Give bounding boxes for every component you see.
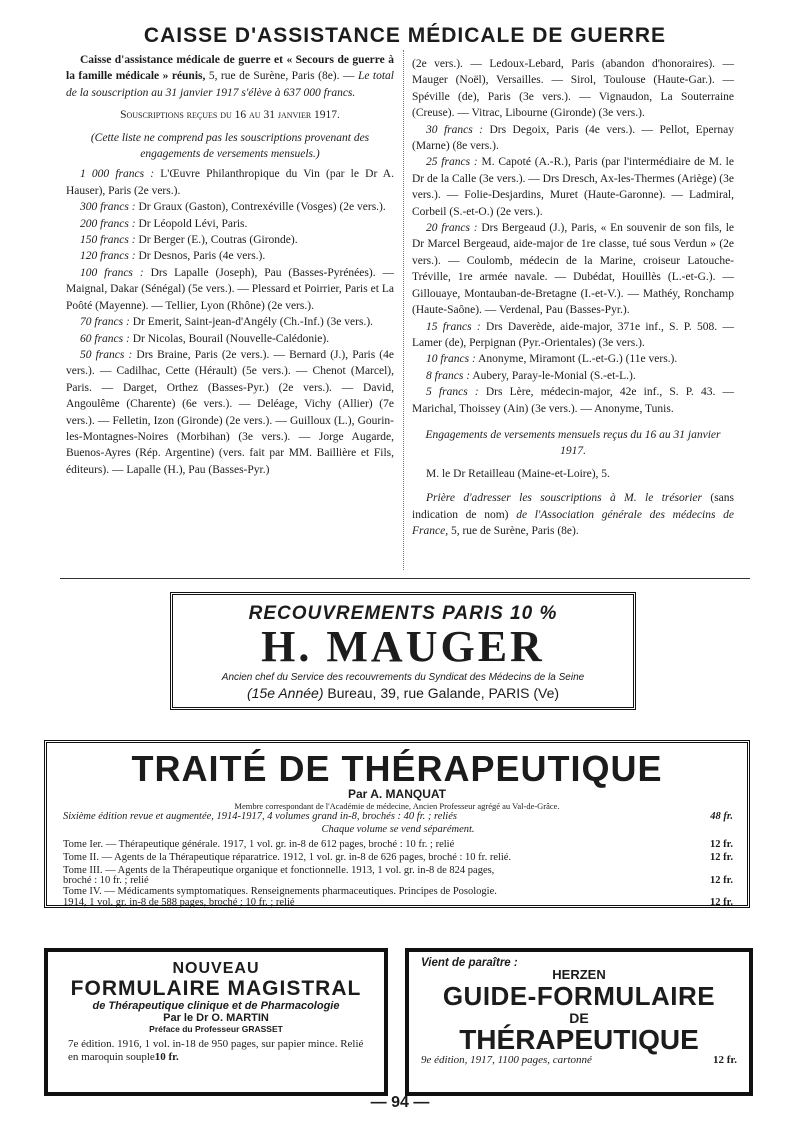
intro-paragraph: Caisse d'assistance médicale de guerre et « Secours de guerre à la famille médicale » réunis, 5, rue de Surène, Paris (8e). — Le total de la souscription au 31 janvier 1917 s'élève à 637 000 francs. [66,54,394,99]
right-column [412,56,734,539]
ad-traite-row: broché : 10 fr. ; relié 12 fr. [63,875,733,886]
ad-formulaire-author: Par le Dr O. MARTIN [163,1012,269,1024]
entry: 5 francs : Drs Lère, médecin-major, 42e inf., S. P. 43. — Marichal, Thoissey (Ain) (3e vers.). — Anonyme, Tunis. [412,386,734,415]
entry: 15 francs : Drs Daverède, aide-major, 371e inf., S. P. 508. — Lamer (de), Perpignan (Pyr.-Orientales) (3e vers.). [412,320,734,349]
ad-formulaire-edition: 7e édition. 1916, 1 vol. in-18 de 950 pages, sur papier mince. Relié en maroquin souple10 fr. [68,1038,364,1063]
left-column [66,52,394,478]
ad-traite-author: Par A. MANQUAT [347,787,446,801]
engagement-entry: M. le Dr Retailleau (Maine-et-Loire), 5. [426,467,610,480]
ad-guide-author: HERZEN [552,967,606,982]
entry: (2e vers.). — Ledoux-Lebard, Paris (abandon d'honoraires). — Mauger (Noël), Versailles. — Sirol, Toulouse (Haute-Gar.). — Spéville (de), Paris (3e vers.). — Vignaudon, La Souterraine (Creuse). — Vitrac, Libourne (Gironde) (3e vers.). [412,58,734,120]
page-number: — 94 — [370,1094,430,1111]
entry: 60 francs : Dr Nicolas, Bourail (Nouvelle-Calédonie). [80,332,330,345]
ad-mauger [170,592,636,710]
ad-formulaire-subtitle: de Thérapeutique clinique et de Pharmacologie [92,1000,340,1012]
ad-traite-role: Membre correspondant de l'Académie de médecine, Ancien Professeur agrégé au Val-de-Grâce. [234,801,560,811]
section-divider [60,578,750,579]
ad-traite-row: Sixième édition revue et augmentée, 1914-1917, 4 volumes grand in-8, brochés : 40 fr. ; reliés 48 fr. [63,811,733,822]
ad-mauger-name: H. MAUGER [261,622,545,671]
ad-traite-row: Tome III. — Agents de la Thérapeutique organique et fonctionnelle. 1913, 1 vol. gr. in-8 de 824 pages, [63,865,495,876]
entry: 10 francs : Anonyme, Miramont (L.-et-G.) (11e vers.). [426,353,678,366]
entry: 20 francs : Drs Bergeaud (J.), Paris, « En souvenir de son fils, le Dr Marcel Bergeaud, aide-major de 1re classe, tué sous Verdun » (2e vers.). — Coulomb, médecin de la Marine, croiseur Latouche-Tréville, 1re armée navale. — Dubédat, Houillès (L.-et-G.). — Gillouaye, Montauban-de-Bretagne (I.-et-V.). — Mathéy, Ronchamp (Haute-Saône). — Verdenal, Pau (Basses-Pyr.). [412,222,734,317]
ad-formulaire-preface: Préface du Professeur GRASSET [149,1024,283,1034]
note: (Cette liste ne comprend pas les souscriptions provenant des engagements de versements mensuels.) [90,131,370,161]
ad-traite-row: Tome IV. — Médicaments symptomatiques. Renseignements pharmaceutiques. Principes de Posologie. [63,886,497,897]
ad-guide-vient: Vient de paraître : [421,957,518,969]
ad-mauger-address: (15e Année) Bureau, 39, rue Galande, PARIS (Ve) [246,685,560,701]
ad-traite-row: 1914, 1 vol. gr. in-8 de 588 pages, broché ; 10 fr. ; relié 12 fr. [63,897,733,908]
priere-paragraph: Prière d'adresser les souscriptions à M. le trésorier (sans indication de nom) de l'Association générale des médecins de France, 5, rue de Surène, Paris (8e). [412,492,734,537]
entry: 70 francs : Dr Emerit, Saint-jean-d'Angély (Ch.-Inf.) (3e vers.). [80,316,374,329]
ad-traite-row: Tome II. — Agents de la Thérapeutique réparatrice. 1912, 1 vol. gr. in-8 de 626 pages, broché : 10 fr. relié. 12 fr. [63,852,733,863]
ad-guide-title: GUIDE-FORMULAIRE [442,981,716,1011]
ad-formulaire-title: FORMULAIRE MAGISTRAL [70,977,362,1000]
page-title: CAISSE D'ASSISTANCE MÉDICALE DE GUERRE [143,24,667,47]
subhead: Souscriptions reçues du 16 au 31 janvier 1917. [120,109,340,122]
ad-guide-edition: 9e édition, 1917, 1100 pages, cartonné 12 fr. [421,1054,737,1066]
ad-traite-row: Chaque volume se vend séparément. [321,824,475,835]
entry: 25 francs : M. Capoté (A.-R.), Paris (par l'intermédiaire de M. le Dr de la Calle (3e vers.). — Drs Dresch, Ax-les-Thermes (Ariège) (3e vers.). — Folie-Desjardins, Muret (Haute-Garonne). — Ladmiral, Corbeil (S.-et-O.) (2e vers.). [412,156,734,218]
entry: 300 francs : Dr Graux (Gaston), Contrexéville (Vosges) (2e vers.). [80,201,386,214]
entry: 30 francs : Drs Degoix, Paris (4e vers.). — Pellot, Epernay (Marne) (8e vers.). [412,123,734,153]
entry: 50 francs : Drs Braine, Paris (2e vers.). — Bernard (J.), Paris (4e vers.). — Cadilhac, Cette (Hérault) (5e vers.). — Chenot (Marcel), Paris. — Darget, Orthez (Basses-Pyr.) (2e vers.). — David, Angoulême (Charente) (6e vers.). — Deléage, Vichy (Allier) (7e vers.). — Felletin, Izon (Gironde) (2e vers.). — Guilloux (L.), Gourin-les-Montagnes-Noires (Morbihan) (3e vers.). — Jorge Augarde, Buenos-Ayres (Rép. Argentine) (vers. fait par MM. Baillière et Fils, éditeurs). — Lapalle (H.), Pau (Basses-Pyr.) [66,348,394,476]
entry: 150 francs : Dr Berger (E.), Coutras (Gironde). [80,234,298,247]
ad-traite-title: TRAITÉ DE THÉRAPEUTIQUE [131,748,663,789]
column-divider [403,50,404,570]
ad-mauger-headline: RECOUVREMENTS PARIS 10 % [248,603,558,624]
ad-formulaire-nouveau: NOUVEAU [172,960,260,977]
ad-guide-therapeutique: THÉRAPEUTIQUE [459,1024,699,1055]
entry: 200 francs : Dr Léopold Lévi, Paris. [80,217,248,230]
entry: 100 francs : Drs Lapalle (Joseph), Pau (Basses-Pyrénées). — Maignal, Dakar (Sénégal) (5e vers.). — Plessard et Poirrier, Paris et La Poôté (Mayenne). — Tellier, Lyon (Rhône) (2e vers.). [66,266,394,312]
ad-formulaire [44,948,388,1096]
entry: 8 francs : Aubery, Paray-le-Monial (S.-et-L.). [426,369,636,382]
left-entries [66,166,394,478]
ad-traite [44,740,750,908]
entry: 1 000 francs : L'Œuvre Philanthropique du Vin (par le Dr A. Hauser), Paris (2e vers.). [66,168,394,197]
ad-mauger-subtitle: Ancien chef du Service des recouvrements du Syndicat des Médecins de la Seine [221,672,585,683]
entry: 120 francs : Dr Desnos, Paris (4e vers.). [80,250,266,263]
ad-guide [405,948,753,1096]
ad-traite-row: Tome Ier. — Thérapeutique générale. 1917, 1 vol. gr. in-8 de 612 pages, broché : 10 fr. ; relié 12 fr. [63,839,733,850]
ad-guide-de: DE [569,1010,589,1026]
engagements-heading: Engagements de versements mensuels reçus du 16 au 31 janvier 1917. [425,428,721,458]
